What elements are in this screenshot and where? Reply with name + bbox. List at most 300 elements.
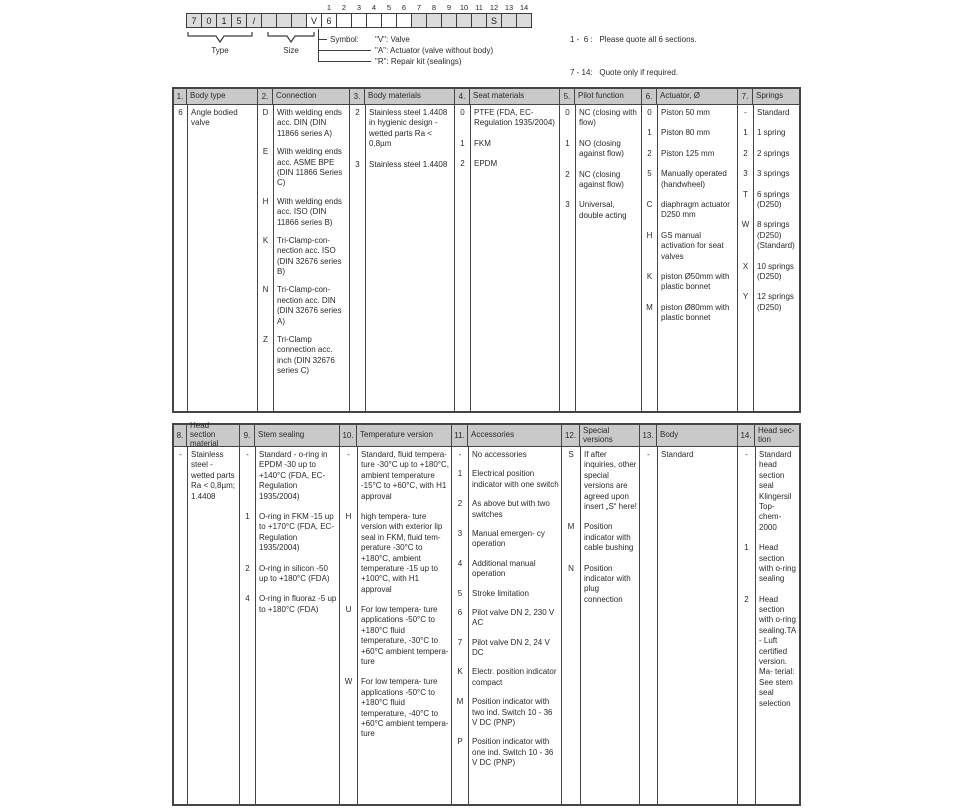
code-size-box bbox=[276, 13, 292, 28]
legend-line-1: 1 - 6 : Please quote all 6 sections. bbox=[570, 35, 697, 44]
code-value: X bbox=[742, 261, 749, 271]
code-description: As above but with two switches bbox=[472, 499, 550, 519]
symbol-option-repair-kit: "R": Repair kit (sealings) bbox=[375, 57, 462, 66]
code-value: 5 bbox=[647, 169, 652, 179]
code-value: T bbox=[743, 189, 748, 199]
code-entry bbox=[562, 564, 639, 606]
code-value: K bbox=[646, 271, 653, 281]
code-description: NC (closing against flow) bbox=[579, 169, 624, 189]
code-prefix-box: 5 bbox=[231, 13, 247, 28]
code-value: 1 bbox=[744, 543, 749, 553]
code-value: U bbox=[345, 605, 352, 615]
code-value: 1 bbox=[457, 469, 463, 479]
code-section-box bbox=[426, 13, 442, 28]
column-title: Connection bbox=[276, 91, 317, 101]
code-section-box bbox=[366, 13, 382, 28]
code-value: 0 bbox=[647, 108, 652, 117]
code-value: - bbox=[745, 450, 748, 459]
code-entry bbox=[350, 108, 454, 150]
numbered-code-box bbox=[411, 3, 427, 28]
code-entry bbox=[738, 128, 799, 138]
spec-column bbox=[639, 447, 737, 804]
spec-column bbox=[451, 447, 561, 804]
code-value: 2 bbox=[744, 594, 749, 604]
code-entry bbox=[738, 595, 799, 709]
code-entry bbox=[258, 285, 349, 327]
code-description: Pilot valve DN 2, 230 V AC bbox=[472, 607, 555, 628]
column-title: Body bbox=[660, 430, 679, 440]
code-entry bbox=[258, 108, 349, 139]
header-cell bbox=[454, 89, 559, 104]
code-description: Position indicator with two ind. Switch 10 - 36 V DC (PNP) bbox=[472, 697, 553, 728]
code-description: Universal, double acting bbox=[579, 200, 627, 220]
code-entry bbox=[560, 108, 641, 129]
column-title: Stem sealing bbox=[258, 430, 305, 440]
numbered-code-box bbox=[516, 3, 532, 28]
spec-column bbox=[239, 447, 339, 804]
code-value: M bbox=[567, 522, 575, 532]
code-description: Tri-Clamp connection acc. inch (DIN 32676 series C) bbox=[277, 335, 335, 376]
type-label: Type bbox=[211, 46, 229, 55]
column-number: 6. bbox=[642, 89, 657, 104]
spec-column bbox=[349, 105, 454, 411]
code-description: O-ring in FKM -15 up to +170°C (FDA, EC-Regulation 1935/2004) bbox=[259, 511, 334, 553]
code-description: Stroke limitation bbox=[472, 588, 529, 598]
code-entry bbox=[738, 543, 799, 585]
code-value: M bbox=[456, 697, 464, 707]
table-body bbox=[174, 105, 799, 411]
code-description: If after inquiries, other special versions are agreed upon insert „S“ here! bbox=[584, 450, 637, 511]
code-entry bbox=[240, 564, 339, 585]
table-body bbox=[174, 447, 799, 804]
code-description: 2 springs bbox=[757, 148, 790, 158]
code-description: Stainless steel 1.4408 bbox=[369, 159, 448, 169]
code-prefix-box: 0 bbox=[201, 13, 217, 28]
column-number: 12. bbox=[562, 425, 580, 446]
box-number: 3 bbox=[356, 3, 362, 12]
box-number: 6 bbox=[401, 3, 407, 12]
size-label: Size bbox=[283, 46, 299, 55]
code-value: D bbox=[262, 108, 269, 117]
code-entry bbox=[560, 170, 641, 191]
column-title: Body type bbox=[190, 91, 226, 101]
code-description: NO (closing against flow) bbox=[579, 138, 624, 159]
spec-column bbox=[737, 447, 799, 804]
code-section-box bbox=[396, 13, 412, 28]
code-description: Standard head section seal Klingersil Top- chem-2000 bbox=[759, 450, 792, 532]
code-value: N bbox=[262, 285, 269, 295]
code-value: H bbox=[262, 196, 269, 206]
header-cell bbox=[174, 89, 257, 104]
code-entry bbox=[350, 160, 454, 170]
code-size-box bbox=[291, 13, 307, 28]
code-prefix-box: 1 bbox=[216, 13, 232, 28]
column-number: 1. bbox=[174, 89, 187, 104]
code-value: Y bbox=[742, 292, 749, 302]
code-description: For low tempera- ture applications -50°C to +180°C fluid temperature, -40°C to +60°C ambient tempera- ture bbox=[361, 677, 449, 739]
code-description: O-ring in fluoraz -5 up to +180°C (FDA) bbox=[259, 594, 337, 614]
code-value: 5 bbox=[457, 588, 463, 598]
code-description: Stainless steel - wetted parts Ra < 0,8µm; 1.4408 bbox=[191, 450, 235, 501]
code-value: 2 bbox=[457, 499, 463, 509]
spec-column bbox=[737, 105, 799, 411]
code-value: 3 bbox=[355, 159, 360, 169]
code-prefix-box: / bbox=[246, 13, 262, 28]
code-value: H bbox=[646, 230, 653, 240]
code-entry bbox=[340, 677, 451, 739]
code-entry bbox=[452, 469, 561, 490]
column-number: 7. bbox=[738, 89, 753, 104]
box-number: 2 bbox=[341, 3, 347, 12]
box-number: 14 bbox=[519, 3, 529, 12]
spec-column bbox=[561, 447, 639, 804]
code-description: For low tempera- ture applications -50°C to +180°C fluid temperature, -30°C to +60°C ambient tempera- ture bbox=[361, 605, 449, 667]
box-number: 4 bbox=[371, 3, 377, 12]
code-entry bbox=[340, 450, 451, 502]
header-cell bbox=[349, 89, 454, 104]
code-entry bbox=[258, 147, 349, 189]
code-entry bbox=[640, 450, 737, 460]
code-value: W bbox=[741, 220, 750, 230]
code-description: PTFE (FDA, EC-Regulation 1935/2004) bbox=[474, 108, 555, 128]
code-section-box bbox=[411, 13, 427, 28]
order-code-boxes bbox=[186, 3, 532, 28]
code-value: 1 bbox=[743, 128, 748, 138]
column-number: 10. bbox=[340, 425, 357, 446]
code-description: Electr. position indicator compact bbox=[472, 667, 557, 687]
code-section-box: S bbox=[486, 13, 502, 28]
code-value: 3 bbox=[457, 528, 463, 538]
code-entry bbox=[455, 139, 559, 149]
column-number: 4. bbox=[455, 89, 470, 104]
column-title: Seat materials bbox=[473, 91, 525, 101]
code-entry bbox=[738, 149, 799, 159]
code-entry bbox=[452, 737, 561, 768]
numbered-code-box bbox=[501, 3, 517, 28]
code-entry bbox=[642, 128, 737, 138]
code-section-box bbox=[516, 13, 532, 28]
code-entry bbox=[452, 450, 561, 460]
code-description: No accessories bbox=[472, 450, 527, 459]
code-entry bbox=[452, 638, 561, 659]
box-number: 7 bbox=[416, 3, 422, 12]
column-title: Head section material bbox=[190, 421, 219, 448]
symbol-callout-line bbox=[318, 39, 327, 40]
spec-column bbox=[641, 105, 737, 411]
code-section-box bbox=[351, 13, 367, 28]
code-entry bbox=[642, 108, 737, 118]
box-number: 10 bbox=[459, 3, 469, 12]
code-description: Piston 50 mm bbox=[661, 108, 710, 117]
code-description: Stainless steel 1.4408 in hygienic design - wetted parts Ra < 0,8µm bbox=[369, 108, 448, 149]
code-value: N bbox=[568, 563, 574, 573]
spec-column bbox=[174, 105, 257, 411]
code-description: With welding ends acc. ASME BPE (DIN 11866 Series C) bbox=[277, 147, 343, 188]
header-cell bbox=[559, 89, 641, 104]
code-entry bbox=[240, 450, 339, 502]
header-cell bbox=[174, 421, 239, 448]
code-value: - bbox=[647, 450, 650, 459]
code-entry bbox=[340, 512, 451, 595]
code-description: Manual emergen- cy operation bbox=[472, 528, 545, 549]
box-number: 12 bbox=[489, 3, 499, 12]
symbol-option-actuator: "A": Actuator (valve without body) bbox=[375, 46, 494, 55]
code-description: Manually operated (handwheel) bbox=[661, 169, 727, 189]
code-description: NC (closing with flow) bbox=[579, 108, 637, 128]
code-entry bbox=[738, 292, 799, 313]
table-header-row bbox=[174, 89, 799, 105]
symbol-callout-line bbox=[318, 61, 371, 62]
box-number: 13 bbox=[504, 3, 514, 12]
code-entry bbox=[452, 499, 561, 520]
code-value: - bbox=[347, 450, 350, 459]
code-value: 1 bbox=[565, 138, 570, 148]
code-entry bbox=[738, 108, 799, 118]
numbered-code-box bbox=[396, 3, 412, 28]
code-description: EPDM bbox=[474, 159, 498, 169]
column-number: 5. bbox=[560, 89, 575, 104]
code-description: Head section with o-ring sealing.TA - Luft certified version. Ma- terial: See stem seal selection bbox=[759, 594, 796, 708]
code-description: With welding ends acc. DIN (DIN 11866 series A) bbox=[277, 108, 342, 138]
code-entry bbox=[340, 605, 451, 667]
code-entry bbox=[258, 236, 349, 278]
spec-column bbox=[454, 105, 559, 411]
code-description: Pilot valve DN 2, 24 V DC bbox=[472, 637, 550, 658]
code-value: 3 bbox=[565, 200, 570, 210]
code-entry bbox=[562, 450, 639, 512]
symbol-callout-line bbox=[318, 29, 319, 62]
code-entry bbox=[642, 200, 737, 221]
code-value: - bbox=[744, 108, 747, 117]
code-entry bbox=[240, 594, 339, 615]
table-header-row bbox=[174, 421, 799, 448]
code-entry bbox=[452, 529, 561, 550]
code-description: O-ring in silicon -50 up to +180°C (FDA) bbox=[259, 563, 330, 583]
code-entry bbox=[642, 272, 737, 293]
code-entry bbox=[642, 231, 737, 262]
code-entry bbox=[738, 169, 799, 179]
code-entry bbox=[642, 169, 737, 190]
column-number: 9. bbox=[240, 425, 255, 446]
code-entry bbox=[738, 190, 799, 211]
header-cell bbox=[737, 89, 799, 104]
header-cell bbox=[561, 425, 639, 446]
code-value: W bbox=[344, 677, 353, 687]
spec-column bbox=[257, 105, 349, 411]
code-value: 2 bbox=[355, 108, 360, 117]
numbered-code-box bbox=[351, 3, 367, 28]
code-value: K bbox=[262, 235, 269, 245]
code-value: Z bbox=[263, 335, 268, 345]
code-value: 3 bbox=[743, 169, 748, 179]
spec-column bbox=[174, 447, 239, 804]
code-entry bbox=[452, 589, 561, 599]
code-entry bbox=[738, 450, 799, 533]
column-title: Special versions bbox=[583, 425, 613, 444]
code-value: 0 bbox=[565, 108, 570, 117]
code-description: Position indicator with plug connection bbox=[584, 563, 631, 604]
size-underbrace-icon bbox=[267, 32, 315, 44]
code-entry bbox=[174, 450, 239, 502]
code-description: 6 springs (D250) bbox=[757, 189, 790, 209]
code-description: piston Ø80mm with plastic bonnet bbox=[661, 302, 730, 323]
column-number: 3. bbox=[350, 89, 365, 104]
column-number: 2. bbox=[258, 89, 273, 104]
spec-column bbox=[339, 447, 451, 804]
code-section-box bbox=[456, 13, 472, 28]
code-section-box bbox=[501, 13, 517, 28]
code-entry bbox=[738, 262, 799, 283]
code-entry bbox=[452, 608, 561, 629]
column-title: Pilot function bbox=[578, 91, 624, 101]
code-entry bbox=[455, 159, 559, 169]
code-value: 2 bbox=[647, 148, 652, 158]
code-description: Additional manual operation bbox=[472, 558, 536, 579]
code-entry bbox=[642, 303, 737, 324]
code-description: 12 springs (D250) bbox=[757, 292, 794, 312]
numbered-code-box bbox=[366, 3, 382, 28]
code-description: Position indicator with cable bushing bbox=[584, 522, 634, 553]
code-description: Piston 80 mm bbox=[661, 128, 710, 138]
column-number: 11. bbox=[452, 425, 468, 446]
code-description: Head section with o-ring sealing bbox=[759, 543, 796, 584]
code-description: GS manual activation for seat valves bbox=[661, 230, 724, 261]
legend-line-2: 7 - 14: Quote only if required. bbox=[570, 68, 679, 77]
code-description: Tri-Clamp-con- nection acc. DIN (DIN 32676 series A) bbox=[277, 285, 342, 326]
code-description: high tempera- ture version with exterior lip seal in FKM, fluid tem- perature -30°C to +180°C, ambient temperature -15 up to +100°C, with H1 approval bbox=[361, 511, 443, 594]
code-value: 6 bbox=[457, 607, 463, 617]
code-description: With welding ends acc. ISO (DIN 11866 series B) bbox=[277, 196, 342, 227]
column-title: Body materials bbox=[368, 91, 421, 101]
numbered-code-box bbox=[321, 3, 337, 28]
code-value: 2 bbox=[565, 169, 570, 179]
column-number: 8. bbox=[174, 425, 187, 446]
code-value: S bbox=[568, 450, 574, 459]
code-entry bbox=[738, 220, 799, 251]
code-description: 1 spring bbox=[757, 128, 786, 138]
code-description: Standard - o-ring in EPDM -30 up to +140°C (FDA, EC-Regulation 1935/2004) bbox=[259, 450, 328, 501]
column-title: Head sec- tion bbox=[758, 425, 795, 444]
header-cell bbox=[639, 425, 737, 446]
column-title: Actuator, Ø bbox=[660, 91, 701, 101]
code-entry bbox=[455, 108, 559, 129]
code-value: H bbox=[345, 511, 352, 521]
code-description: Position indicator with one ind. Switch 10 - 36 V DC (PNP) bbox=[472, 737, 554, 768]
column-number: 14. bbox=[738, 425, 755, 446]
code-value: K bbox=[457, 667, 463, 677]
code-section-box bbox=[441, 13, 457, 28]
code-entry bbox=[174, 108, 257, 129]
code-value: M bbox=[646, 302, 653, 312]
box-number: 9 bbox=[446, 3, 452, 12]
code-entry bbox=[452, 559, 561, 580]
code-value: 2 bbox=[245, 563, 250, 573]
column-title: Temperature version bbox=[360, 430, 433, 440]
code-description: 10 springs (D250) bbox=[757, 261, 794, 281]
code-description: Standard bbox=[757, 108, 790, 117]
header-cell bbox=[257, 89, 349, 104]
code-description: 8 springs (D250) (Standard) bbox=[757, 220, 795, 251]
symbol-label: Symbol: bbox=[330, 35, 359, 44]
numbered-code-box bbox=[471, 3, 487, 28]
code-value: E bbox=[262, 147, 269, 157]
code-section-box bbox=[471, 13, 487, 28]
code-entry bbox=[560, 139, 641, 160]
code-value: 1 bbox=[460, 138, 465, 148]
header-cell bbox=[339, 425, 451, 446]
code-entry bbox=[240, 512, 339, 554]
code-table-sections-8-14 bbox=[172, 423, 801, 806]
code-value: 4 bbox=[457, 558, 463, 568]
code-description: Angle bodied valve bbox=[191, 108, 238, 128]
code-value: 1 bbox=[245, 511, 250, 521]
symbol-callout-line bbox=[318, 50, 371, 51]
numbered-code-box bbox=[426, 3, 442, 28]
code-symbol-box: V bbox=[306, 13, 322, 28]
code-value: 6 bbox=[178, 108, 183, 117]
code-table-sections-1-7 bbox=[172, 87, 801, 413]
code-entry bbox=[452, 697, 561, 728]
code-entry bbox=[258, 335, 349, 377]
code-value: 1 bbox=[647, 128, 652, 138]
header-cell bbox=[239, 425, 339, 446]
numbered-code-box bbox=[486, 3, 502, 28]
code-section-box bbox=[381, 13, 397, 28]
numbered-code-box bbox=[381, 3, 397, 28]
box-number: 11 bbox=[475, 3, 483, 12]
header-cell bbox=[737, 425, 799, 446]
code-value: - bbox=[246, 450, 249, 459]
code-value: - bbox=[458, 450, 462, 459]
code-description: Piston 125 mm bbox=[661, 148, 715, 158]
symbol-option-valve: "V": Valve bbox=[375, 35, 410, 44]
code-description: Tri-Clamp-con- nection acc. ISO (DIN 32676 series B) bbox=[277, 235, 342, 277]
code-value: 2 bbox=[743, 148, 748, 158]
box-number: 1 bbox=[326, 3, 332, 12]
header-cell bbox=[451, 425, 561, 446]
code-prefix-box: 7 bbox=[186, 13, 202, 28]
code-value: - bbox=[179, 450, 182, 459]
code-value: C bbox=[646, 199, 653, 209]
header-cell bbox=[641, 89, 737, 104]
box-number: 8 bbox=[431, 3, 437, 12]
code-value: P bbox=[457, 737, 463, 747]
code-value: 7 bbox=[457, 637, 463, 647]
box-number: 5 bbox=[386, 3, 392, 12]
type-underbrace-icon bbox=[187, 32, 253, 44]
code-value: 0 bbox=[460, 108, 465, 117]
code-description: diaphragm actuator D250 mm bbox=[661, 199, 730, 220]
numbered-code-box bbox=[336, 3, 352, 28]
code-entry bbox=[562, 522, 639, 553]
code-description: Electrical position indicator with one switch bbox=[472, 469, 559, 489]
column-number: 13. bbox=[640, 425, 657, 446]
code-entry bbox=[642, 149, 737, 159]
code-size-box bbox=[261, 13, 277, 28]
code-entry bbox=[560, 200, 641, 221]
numbered-code-box bbox=[441, 3, 457, 28]
code-description: 3 springs bbox=[757, 169, 790, 179]
code-entry bbox=[258, 197, 349, 228]
column-title: Accessories bbox=[471, 430, 515, 440]
code-description: Standard, fluid tempera- ture -30°C up to +180°C, ambient temperature -15°C to +60°C, with H1 approval bbox=[361, 450, 450, 501]
code-description: Standard bbox=[661, 450, 694, 459]
spec-column bbox=[559, 105, 641, 411]
code-section-box bbox=[336, 13, 352, 28]
numbered-code-box bbox=[456, 3, 472, 28]
code-description: FKM bbox=[474, 138, 491, 148]
code-value: 2 bbox=[460, 159, 465, 169]
